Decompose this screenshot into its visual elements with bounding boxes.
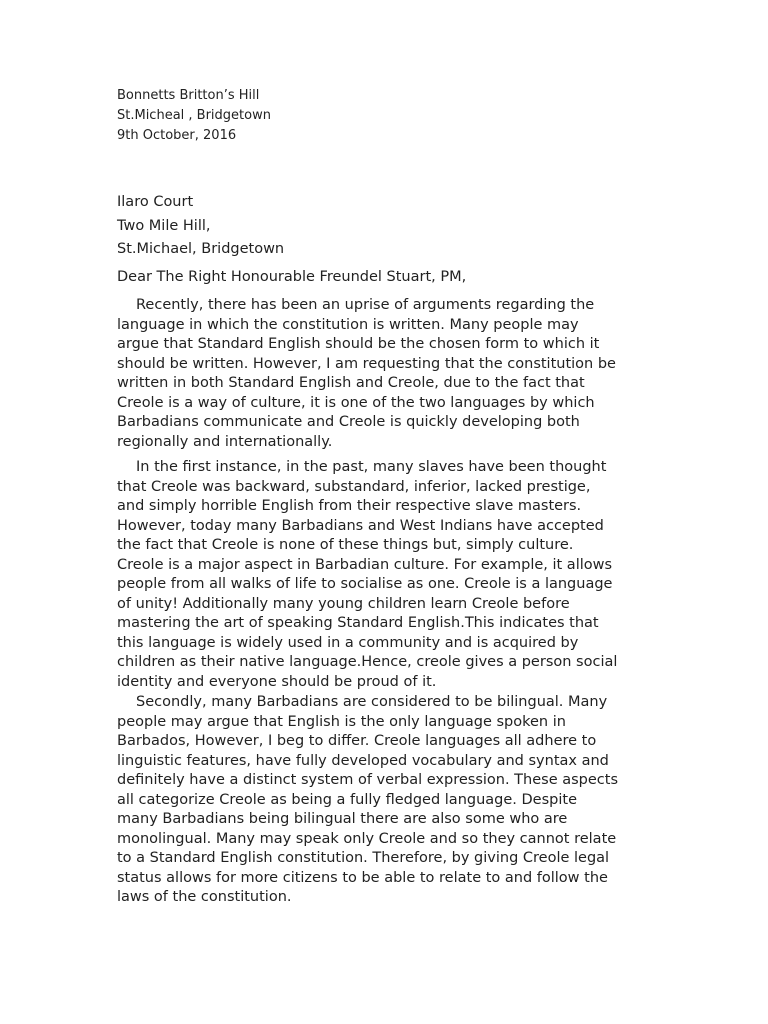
paragraph-line: written in both Standard English and Creole, due to the fact that xyxy=(117,375,585,391)
paragraph-line: status allows for more citizens to be able to relate to and follow the xyxy=(117,869,608,886)
paragraph-line: linguistic features, have fully developed vocabulary and syntax and xyxy=(117,752,609,769)
salutation: Dear The Right Honourable Freundel Stuart, PM, xyxy=(117,269,467,285)
paragraph-line: people from all walks of life to socialise as one. Creole is a language xyxy=(117,576,613,592)
paragraph-line: Barbadians communicate and Creole is quickly developing both xyxy=(117,414,580,430)
paragraph-line: In the first instance, in the past, many slaves have been thought xyxy=(136,459,607,475)
paragraph-line: identity and everyone should be proud of it. xyxy=(117,673,437,690)
paragraph-line: laws of the constitution. xyxy=(117,889,292,905)
paragraph-line: people may argue that English is the only language spoken in xyxy=(117,713,566,730)
paragraph-line: many Barbadians being bilingual there are also some who are xyxy=(117,811,568,827)
paragraph-line: mastering the art of speaking Standard English.This indicates that xyxy=(117,615,599,631)
letter-date: 9th October, 2016 xyxy=(117,128,237,143)
paragraph-line: should be written. However, I am requesting that the constitution be xyxy=(117,355,616,372)
paragraph-line: children as their native language.Hence, creole gives a person social xyxy=(117,654,618,670)
paragraph-line: to a Standard English constitution. Therefore, by giving Creole legal xyxy=(117,850,610,866)
paragraph-line: definitely have a distinct system of verbal expression. These aspects xyxy=(117,772,619,788)
body-paragraph-2 xyxy=(117,458,677,692)
paragraph-line: Secondly, many Barbadians are considered to be bilingual. Many xyxy=(136,694,608,710)
paragraph-line: of unity! Additionally many young children learn Creole before xyxy=(117,595,570,612)
recipient-address-line: Two Mile Hill, xyxy=(117,217,211,234)
paragraph-line: and simply horrible English from their respective slave masters. xyxy=(117,498,582,514)
paragraph-line: language in which the constitution is written. Many people may xyxy=(117,316,579,333)
paragraph-line: Creole is a major aspect in Barbadian culture. For example, it allows xyxy=(117,556,613,573)
paragraph-line: that Creole was backward, substandard, inferior, lacked prestige, xyxy=(117,478,591,495)
recipient-address-line: St.Michael, Bridgetown xyxy=(117,241,285,257)
sender-address xyxy=(117,86,271,146)
sender-address-line: Bonnetts Britton’s Hill xyxy=(117,88,260,103)
recipient-address-line: Ilaro Court xyxy=(117,194,194,210)
paragraph-line: Barbados, However, I beg to differ. Creole languages all adhere to xyxy=(117,733,597,749)
paragraph-line: this language is widely used in a community and is acquired by xyxy=(117,634,579,651)
paragraph-line: regionally and internationally. xyxy=(117,433,333,450)
paragraph-line: Recently, there has been an uprise of arguments regarding the xyxy=(136,297,595,313)
paragraph-line: the fact that Creole is none of these things but, simply culture. xyxy=(117,537,574,553)
paragraph-line: However, today many Barbadians and West Indians have accepted xyxy=(117,517,604,534)
paragraph-line: monolingual. Many may speak only Creole and so they cannot relate xyxy=(117,830,617,847)
paragraph-line: all categorize Creole as being a fully fledged language. Despite xyxy=(117,791,577,808)
paragraph-line: argue that Standard English should be the chosen form to which it xyxy=(117,336,600,352)
sender-address-line: St.Micheal , Bridgetown xyxy=(117,108,271,123)
paragraph-line: Creole is a way of culture, it is one of the two languages by which xyxy=(117,394,595,411)
recipient-address xyxy=(117,191,284,262)
body-paragraph-1 xyxy=(117,296,677,452)
body-paragraph-3 xyxy=(117,693,677,908)
